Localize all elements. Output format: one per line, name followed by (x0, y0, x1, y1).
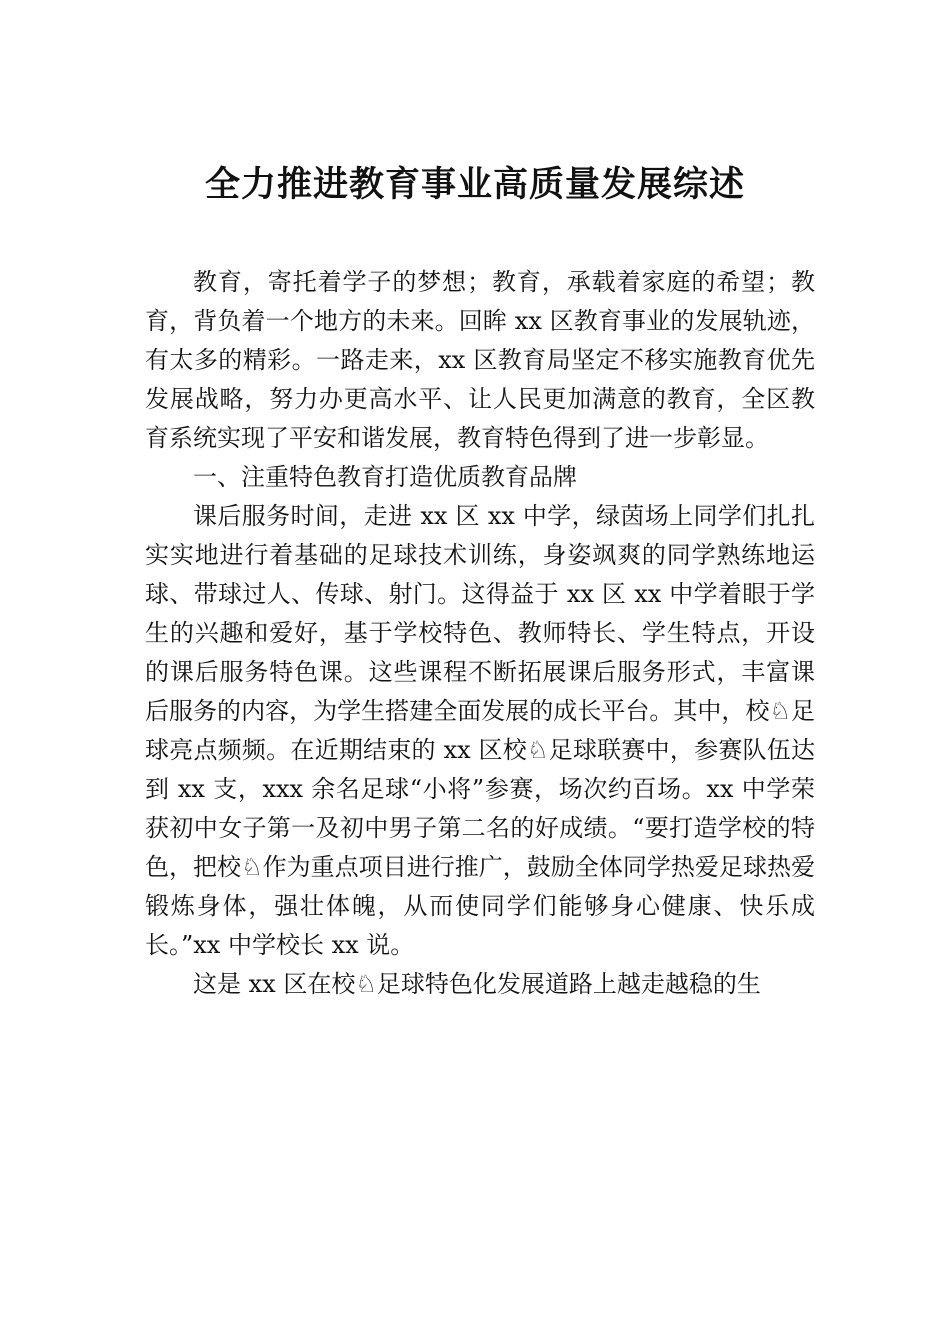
document-body (145, 263, 815, 1004)
body-paragraph-continued: 这是 xx 区在校♘足球特色化发展道路上越走越稳的生 (193, 970, 761, 998)
section-heading: 一、注重特色教育打造优质教育品牌 (193, 463, 577, 491)
intro-paragraph: 教育，寄托着学子的梦想；教育，承载着家庭的希望；教育，背负着一个地方的未来。回眸 xx 区教育事业的发展轨迹，有太多的精彩。一路走来，xx 区教育局坚定不移实施教育优先发展战略，努力办更高水平、让人民更加满意的教育，全区教育系统实现了平安和谐发展，教育特色得到了进一步彰显。 (145, 268, 815, 452)
document-title: 全力推进教育事业高质量发展综述 (204, 164, 745, 205)
body-paragraph: 课后服务时间，走进 xx 区 xx 中学，绿茵场上同学们扎扎实实地进行着基础的足球技术训练，身姿飒爽的同学熟练地运球、带球过人、传球、射门。这得益于 xx 区 xx 中学着眼于学生的兴趣和爱好，基于学校特色、教师特长、学生特点，开设的课后服务特色课。这些课程不断拓展课后服务形式，丰富课后服务的内容，为学生搭建全面发展的成长平台。其中，校♘足球亮点频频。在近期结束的 xx 区校♘足球联赛中，参赛队伍达到 xx 支，xxx 余名足球“小将”参赛，场次约百场。xx 中学荣获初中女子第一及初中男子第二名的好成绩。“要打造学校的特色，把校♘作为重点项目进行推广，鼓励全体同学热爱足球热爱锻炼身体，强壮体魄，从而使同学们能够身心健康、快乐成长。”xx 中学校长 xx 说。 (145, 502, 815, 959)
